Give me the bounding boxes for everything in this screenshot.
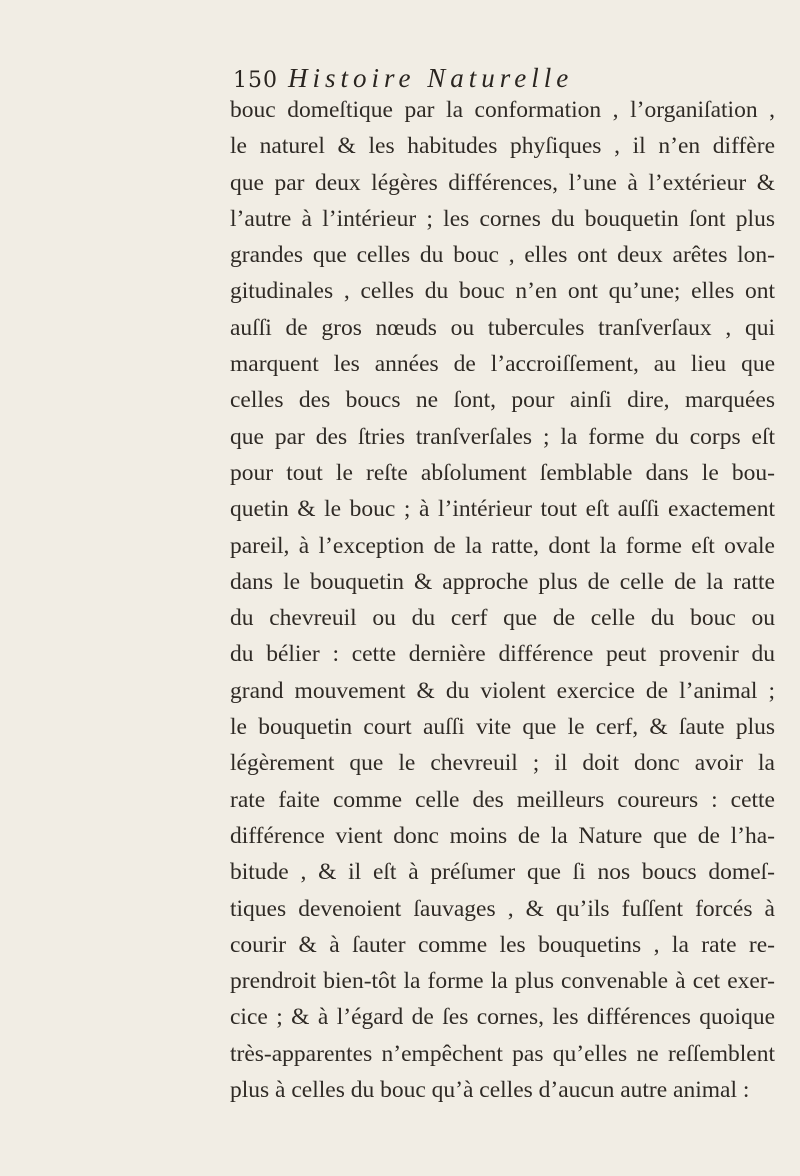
text-line: grandes que celles du bouc , elles ont deux arêtes lon- (230, 242, 775, 269)
text-line: quetin & le bouc ; à l’intérieur tout eſt auſſi exactement (230, 496, 775, 523)
text-line: le naturel & les habitudes phyſiques , il n’en diffère (230, 133, 775, 160)
text-line: différence vient donc moins de la Nature que de l’ha- (230, 822, 775, 849)
text-line: grand mouvement & du violent exercice de l’animal ; (230, 677, 775, 704)
text-line: l’autre à l’intérieur ; les cornes du bouquetin ſont plus (230, 205, 775, 232)
running-title: Histoire Naturelle (288, 63, 574, 93)
text-line: plus à celles du bouc qu’à celles d’aucun autre animal : (230, 1077, 750, 1104)
body-text (230, 92, 775, 1108)
text-line: bitude , & il eſt à préſumer que ſi nos boucs domeſ- (230, 859, 775, 886)
page-number: 150 (233, 68, 278, 93)
text-line: tiques devenoient ſauvages , & qu’ils fuſſent forcés à (230, 895, 775, 922)
text-line: celles des boucs ne ſont, pour ainſi dire, marquées (230, 387, 775, 414)
text-line: dans le bouquetin & approche plus de celle de la ratte (230, 568, 775, 595)
text-line: bouc domeſtique par la conformation , l’organiſation , (230, 97, 775, 123)
text-line: marquent les années de l’accroiſſement, au lieu que (230, 351, 775, 378)
text-line: cice ; & à l’égard de ſes cornes, les différences quoique (230, 1004, 775, 1031)
text-line: que par deux légères différences, l’une à l’extérieur & (230, 169, 775, 196)
text-line: prendroit bien-tôt la forme la plus convenable à cet exer- (230, 968, 775, 995)
text-line: auſſi de gros nœuds ou tubercules tranſverſaux , qui (230, 314, 775, 341)
text-line: légèrement que le chevreuil ; il doit donc avoir la (230, 750, 775, 777)
text-line: que par des ſtries tranſverſales ; la forme du corps eſt (230, 423, 775, 450)
text-line: du bélier : cette dernière différence peut provenir du (230, 641, 775, 668)
text-line: très-apparentes n’empêchent pas qu’elles ne reſſemblent (230, 1040, 775, 1067)
text-line: courir & à ſauter comme les bouquetins , la rate re- (230, 931, 775, 958)
text-line: le bouquetin court auſſi vite que le cerf, & ſaute plus (230, 714, 775, 741)
text-line: rate faite comme celle des meilleurs coureurs : cette (230, 786, 775, 813)
text-line: gitudinales , celles du bouc n’en ont qu’une; elles ont (230, 278, 775, 305)
text-line: du chevreuil ou du cerf que de celle du bouc ou (230, 605, 775, 632)
text-line: pour tout le reſte abſolument ſemblable dans le bou- (230, 459, 775, 486)
text-line: pareil, à l’exception de la ratte, dont la forme eſt ovale (230, 532, 775, 559)
